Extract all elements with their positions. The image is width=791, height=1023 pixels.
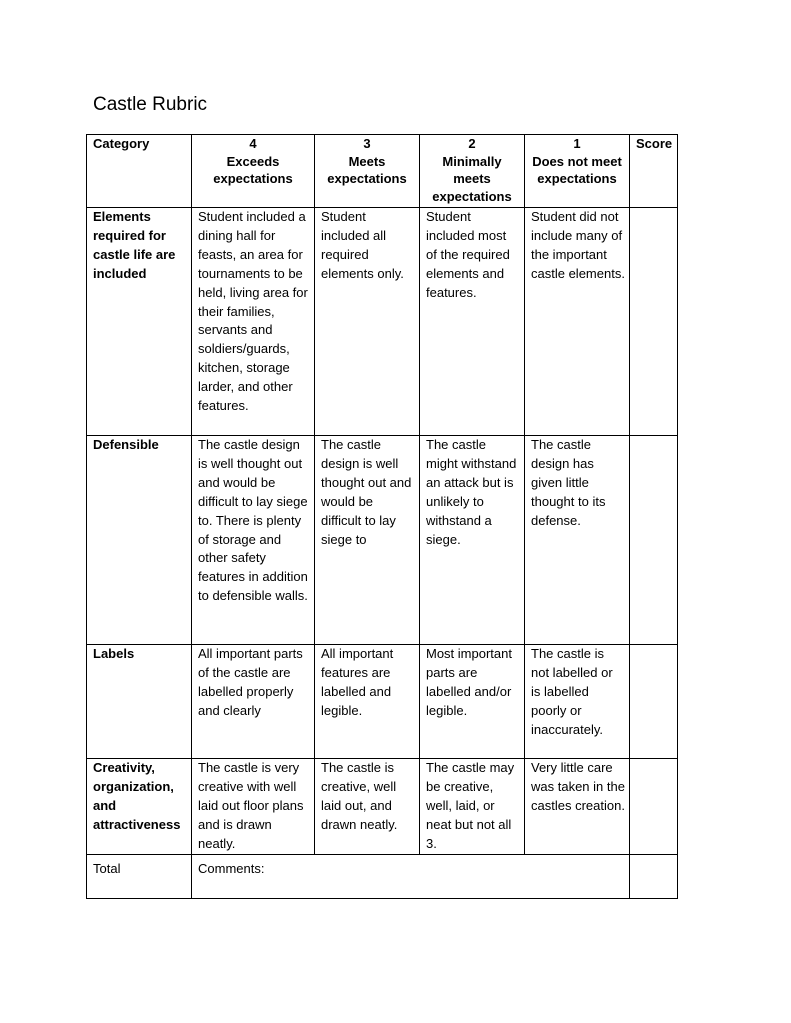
level-4-cell: The castle is very creative with well laid out floor plans and is drawn neatly. [192, 759, 315, 855]
score-cell[interactable] [630, 436, 678, 645]
level-4-cell: The castle design is well thought out and would be difficult to lay siege to. There is plenty of storage and other safety features in addition to defensible walls. [192, 436, 315, 645]
level-label: Does not meet expectations [532, 153, 622, 186]
header-level-2 [420, 135, 525, 208]
table-row-labels [87, 645, 678, 759]
table-row-total [87, 854, 678, 898]
level-number: 2 [468, 136, 476, 151]
score-cell[interactable] [630, 208, 678, 436]
level-label: Minimally meets expectations [432, 153, 512, 204]
document-title: Castle Rubric [93, 94, 208, 115]
level-3-cell: The castle design is well thought out and would be difficult to lay siege to [315, 436, 420, 645]
level-2-cell: Most important parts are labelled and/or legible. [420, 645, 525, 759]
comments-field[interactable]: Comments: [192, 854, 630, 898]
total-score-cell[interactable] [630, 854, 678, 898]
category-cell: Creativity, organization, and attractiveness [87, 759, 192, 855]
level-number: 3 [363, 136, 371, 151]
header-score: Score [630, 135, 678, 208]
score-cell[interactable] [630, 645, 678, 759]
header-level-1 [525, 135, 630, 208]
level-3-cell: Student included all required elements only. [315, 208, 420, 436]
level-4-cell: All important parts of the castle are labelled properly and clearly [192, 645, 315, 759]
header-level-3 [315, 135, 420, 208]
header-category: Category [87, 135, 192, 208]
header-row [87, 135, 678, 208]
level-2-cell: The castle may be creative, well, laid, or neat but not all 3. [420, 759, 525, 855]
level-number: 1 [573, 136, 581, 151]
header-level-4 [192, 135, 315, 208]
rubric-table [86, 134, 678, 899]
category-cell: Elements required for castle life are included [87, 208, 192, 436]
table-row-defensible [87, 436, 678, 645]
score-cell[interactable] [630, 759, 678, 855]
table-row-elements [87, 208, 678, 436]
level-4-cell: Student included a dining hall for feasts, an area for tournaments to be held, living area for their families, servants and soldiers/guards, kitchen, storage larder, and other features. [192, 208, 315, 436]
category-cell: Labels [87, 645, 192, 759]
level-1-cell: The castle design has given little thought to its defense. [525, 436, 630, 645]
level-number: 4 [249, 136, 257, 151]
level-1-cell: Very little care was taken in the castles creation. [525, 759, 630, 855]
level-3-cell: The castle is creative, well laid out, and drawn neatly. [315, 759, 420, 855]
table-row-creativity [87, 759, 678, 855]
level-2-cell: The castle might withstand an attack but is unlikely to withstand a siege. [420, 436, 525, 645]
total-label: Total [87, 854, 192, 898]
level-2-cell: Student included most of the required elements and features. [420, 208, 525, 436]
level-label: Meets expectations [327, 153, 407, 186]
level-label: Exceeds expectations [213, 153, 293, 186]
category-cell: Defensible [87, 436, 192, 645]
level-3-cell: All important features are labelled and legible. [315, 645, 420, 759]
level-1-cell: The castle is not labelled or is labelled poorly or inaccurately. [525, 645, 630, 759]
level-1-cell: Student did not include many of the important castle elements. [525, 208, 630, 436]
